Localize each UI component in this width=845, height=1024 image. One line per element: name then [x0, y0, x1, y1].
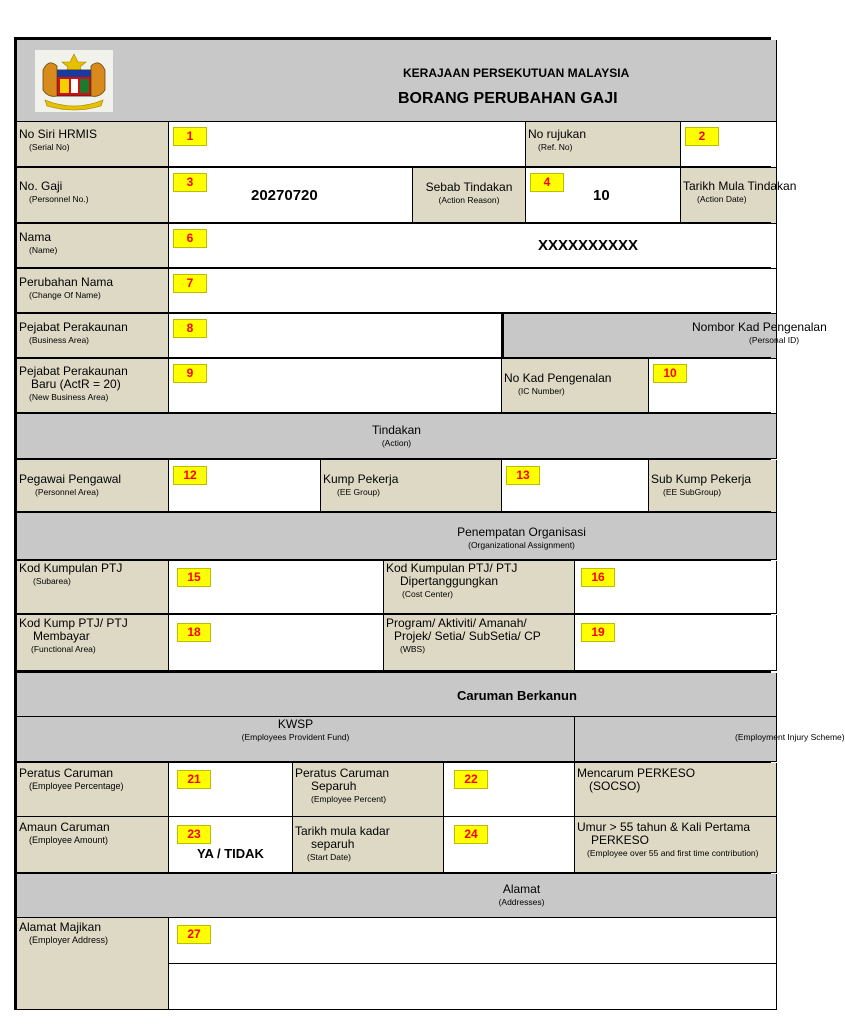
new-business-area-label-line2: Baru (ActR = 20)	[31, 377, 121, 391]
address-section-sublabel: (Addresses)	[498, 897, 545, 907]
government-title: KERAJAAN PERSEKUTUAN MALAYSIA	[403, 66, 630, 80]
name-sublabel: (Name)	[29, 245, 58, 255]
functional-area-label-line2: Membayar	[33, 629, 90, 643]
change-of-name-sublabel: (Change Of Name)	[29, 290, 101, 300]
wbs-label-cell	[384, 615, 575, 671]
field-number-19: 19	[581, 623, 615, 642]
functional-area-label-line1: Kod Kump PTJ/ PTJ	[19, 616, 128, 630]
over-55-label-line1: Umur > 55 tahun & Kali Pertama	[577, 820, 751, 834]
address-section-header	[17, 874, 777, 918]
ic-number-header-sublabel: (Personal ID)	[749, 335, 800, 345]
kwsp-label: KWSP	[277, 717, 314, 731]
perkeso-contribution-label-line2: (SOCSO)	[589, 779, 641, 793]
employee-amount-field[interactable]	[169, 817, 293, 873]
cost-center-label-line2: Dipertanggungkan	[400, 574, 499, 588]
new-business-area-label-cell	[17, 359, 169, 414]
ee-subgroup-label: Sub Kump Pekerja	[651, 472, 752, 486]
action-reason-value: 10	[593, 187, 610, 204]
coat-of-arms-icon	[35, 50, 113, 112]
ee-group-field[interactable]	[502, 460, 649, 513]
field-number-3: 3	[173, 173, 207, 192]
over-55-sublabel: (Employee over 55 and first time contribution)	[587, 848, 759, 858]
serial-no-label: No Siri HRMIS	[19, 127, 98, 141]
serial-no-field[interactable]	[169, 122, 526, 168]
business-area-label: Pejabat Perakaunan	[19, 320, 128, 334]
address-section-label: Alamat	[502, 882, 541, 896]
ic-number-label: No Kad Pengenalan	[504, 371, 612, 385]
employee-percentage-label-cell	[17, 763, 169, 817]
action-section-label: Tindakan	[372, 423, 421, 437]
employer-address-line-1[interactable]	[169, 918, 777, 964]
ic-number-field[interactable]	[649, 359, 777, 414]
ee-subgroup-label-cell	[649, 460, 777, 513]
action-reason-label: Sebab Tindakan	[425, 180, 513, 194]
subarea-field[interactable]	[169, 561, 384, 614]
name-field[interactable]	[169, 224, 777, 269]
change-of-name-label-cell	[17, 269, 169, 314]
field-number-23: 23	[177, 825, 211, 844]
functional-area-label-cell	[17, 615, 169, 671]
salary-change-form	[14, 37, 845, 1010]
personnel-no-label-cell	[17, 168, 169, 224]
employer-address-label: Alamat Majikan	[19, 920, 102, 934]
personnel-area-sublabel: (Personnel Area)	[35, 487, 99, 497]
form-header	[17, 40, 777, 122]
action-section-sublabel: (Action)	[381, 438, 412, 448]
employer-address-sublabel: (Employer Address)	[29, 935, 109, 945]
field-number-27: 27	[177, 925, 211, 944]
field-number-10: 10	[653, 364, 687, 383]
ref-no-label-cell	[526, 122, 681, 168]
personnel-area-label: Pegawai Pengawal	[19, 472, 122, 486]
perkeso-section-sublabel: (Employment Injury Scheme)	[735, 732, 845, 742]
ref-no-field[interactable]	[681, 122, 777, 168]
ic-number-label-cell	[502, 359, 649, 414]
kwsp-sublabel: (Employees Provident Fund)	[241, 732, 350, 742]
ee-group-label: Kump Pekerja	[323, 472, 399, 486]
name-label-cell	[17, 224, 169, 269]
field-number-22: 22	[454, 770, 488, 789]
action-date-sublabel: (Action Date)	[697, 194, 747, 204]
field-number-13: 13	[506, 466, 540, 485]
wbs-field[interactable]	[575, 615, 777, 671]
field-number-15: 15	[177, 568, 211, 587]
business-area-field[interactable]	[169, 314, 502, 359]
ref-no-label: No rujukan	[528, 127, 587, 141]
functional-area-field[interactable]	[169, 615, 384, 671]
cost-center-label-cell	[384, 561, 575, 614]
start-date-label-cell	[293, 817, 444, 873]
personnel-area-field[interactable]	[169, 460, 321, 513]
form-title: BORANG PERUBAHAN GAJI	[398, 90, 618, 107]
change-of-name-label: Perubahan Nama	[19, 275, 114, 289]
serial-no-label-cell	[17, 122, 169, 168]
field-number-6: 6	[173, 229, 207, 248]
field-number-8: 8	[173, 319, 207, 338]
start-date-label-line1: Tarikh mula kadar	[295, 824, 390, 838]
employee-amount-sublabel: (Employee Amount)	[29, 835, 109, 845]
action-date-label-cell	[681, 168, 797, 224]
half-percentage-sublabel: (Employee Percent)	[311, 794, 387, 804]
field-number-9: 9	[173, 364, 207, 383]
personnel-no-label: No. Gaji	[19, 179, 63, 193]
half-percentage-label-line2: Separuh	[311, 779, 357, 793]
new-business-area-field[interactable]	[169, 359, 502, 414]
field-number-18: 18	[177, 623, 211, 642]
perkeso-contribution-label-cell	[575, 763, 777, 817]
half-percentage-field[interactable]	[444, 763, 575, 817]
field-number-1: 1	[173, 127, 207, 146]
action-date-label: Tarikh Mula Tindakan	[683, 179, 797, 193]
change-of-name-field[interactable]	[169, 269, 777, 314]
field-number-12: 12	[173, 466, 207, 485]
business-area-label-cell	[17, 314, 169, 359]
statutory-contribution-label: Caruman Berkanun	[457, 688, 577, 703]
employee-percentage-label: Peratus Caruman	[19, 766, 114, 780]
action-section-header	[17, 414, 777, 459]
wbs-label-line1: Program/ Aktiviti/ Amanah/	[386, 616, 527, 630]
employee-amount-label-cell	[17, 817, 169, 873]
over-55-label-cell	[575, 817, 777, 873]
employee-percentage-sublabel: (Employee Percentage)	[29, 781, 124, 791]
field-number-4: 4	[530, 173, 564, 192]
ic-number-header-label: Nombor Kad Pengenalan	[692, 320, 827, 334]
ee-subgroup-sublabel: (EE SubGroup)	[663, 487, 722, 497]
employer-address-label-cell	[17, 918, 169, 1010]
start-date-field[interactable]	[444, 817, 575, 873]
personnel-no-sublabel: (Personnel No.)	[29, 194, 89, 204]
cost-center-field[interactable]	[575, 561, 777, 614]
wbs-sublabel: (WBS)	[400, 644, 426, 654]
field-number-24: 24	[454, 825, 488, 844]
field-number-2: 2	[685, 127, 719, 146]
ee-group-sublabel: (EE Group)	[337, 487, 380, 497]
employer-address-line-2[interactable]	[169, 964, 777, 1010]
perkeso-section-header	[575, 717, 845, 762]
wbs-label-line2: Projek/ Setia/ SubSetia/ CP	[394, 629, 541, 643]
employee-amount-label: Amaun Caruman	[19, 820, 110, 834]
half-percentage-label-line1: Peratus Caruman	[295, 766, 390, 780]
yes-no-value: YA / TIDAK	[197, 846, 264, 861]
org-assignment-sublabel: (Organizational Assignment)	[468, 540, 575, 550]
personnel-area-label-cell	[17, 460, 169, 513]
field-number-21: 21	[177, 770, 211, 789]
serial-no-sublabel: (Serial No)	[29, 142, 70, 152]
action-reason-sublabel: (Action Reason)	[438, 195, 500, 205]
ref-no-sublabel: (Ref. No)	[538, 142, 573, 152]
statutory-contribution-section-header	[17, 673, 777, 717]
start-date-label-line2: separuh	[311, 837, 355, 851]
org-assignment-label: Penempatan Organisasi	[457, 525, 586, 539]
new-business-area-sublabel: (New Business Area)	[29, 392, 109, 402]
kwsp-section-header	[17, 717, 575, 762]
cost-center-label-line1: Kod Kumpulan PTJ/ PTJ	[386, 561, 518, 575]
name-value: XXXXXXXXXX	[538, 237, 639, 254]
field-number-16: 16	[581, 568, 615, 587]
start-date-sublabel: (Start Date)	[307, 852, 351, 862]
functional-area-sublabel: (Functional Area)	[31, 644, 96, 654]
perkeso-contribution-label: Mencarum PERKESO	[577, 766, 696, 780]
personnel-no-field[interactable]	[169, 168, 413, 224]
new-business-area-label-line1: Pejabat Perakaunan	[19, 364, 128, 378]
action-reason-label-cell	[413, 168, 526, 224]
cost-center-sublabel: (Cost Center)	[402, 589, 454, 599]
action-reason-field[interactable]	[526, 168, 681, 224]
org-assignment-section-header	[17, 513, 777, 560]
subarea-sublabel: (Subarea)	[33, 576, 71, 586]
business-area-sublabel: (Business Area)	[29, 335, 89, 345]
subarea-label-cell	[17, 561, 169, 614]
employee-percentage-field[interactable]	[169, 763, 293, 817]
over-55-label-line2: PERKESO	[591, 833, 650, 847]
ic-number-section-header	[502, 314, 827, 359]
name-label: Nama	[19, 230, 52, 244]
ic-number-sublabel: (IC Number)	[518, 386, 565, 396]
subarea-label: Kod Kumpulan PTJ	[19, 561, 123, 575]
personnel-no-value: 20270720	[251, 187, 318, 204]
field-number-7: 7	[173, 274, 207, 293]
ee-group-label-cell	[321, 460, 502, 513]
half-percentage-label-cell	[293, 763, 444, 817]
